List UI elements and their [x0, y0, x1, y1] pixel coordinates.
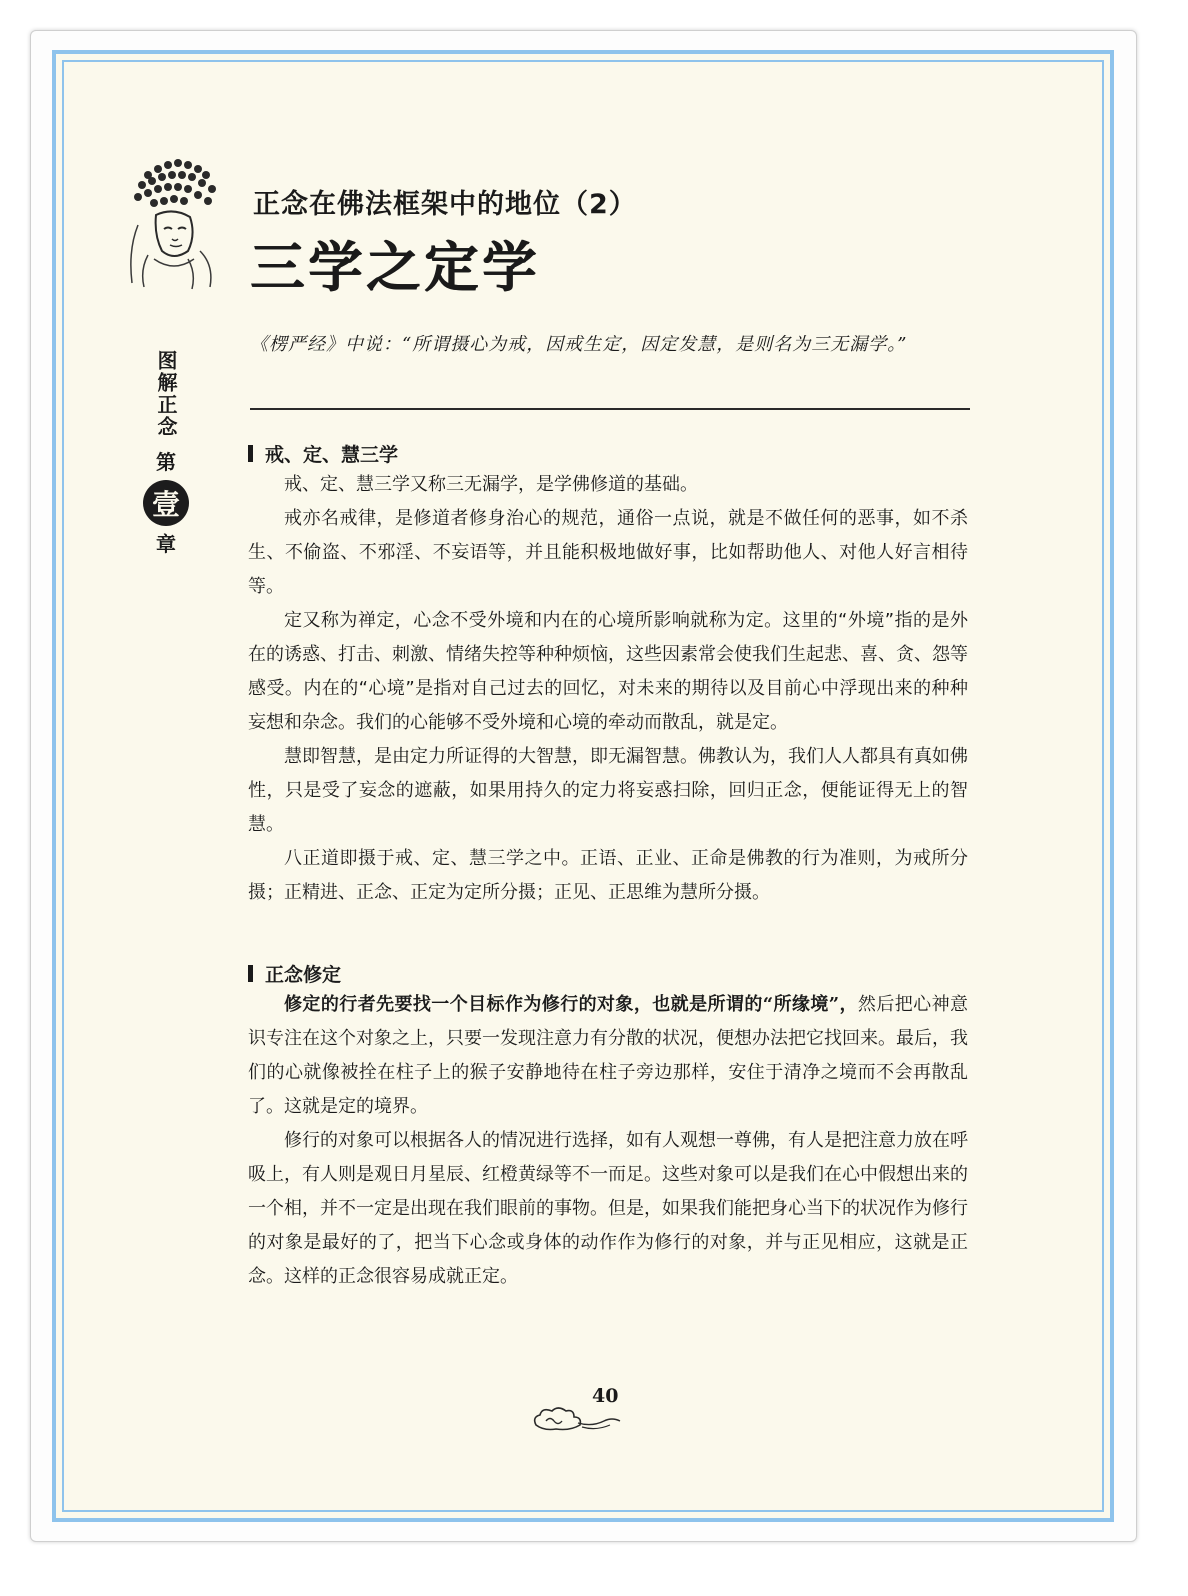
paragraph-bold-lead: 修定的行者先要找一个目标作为修行的对象，也就是所谓的“所缘境”， [284, 994, 858, 1015]
chapter-suffix: 章 [156, 532, 176, 556]
title-divider [250, 408, 970, 410]
page-number: 40 [592, 1385, 619, 1407]
section-mindfulness-concentration [248, 958, 968, 1294]
paragraph-lead-rest: 然后把心神意识专注在这个对象之上，只要一发现注意力有分散的状况，便想办法把它找回来。最后，我们的心就像被拴在柱子上的猴子安静地待在柱子旁边那样，安住于清净之境而不会再散乱了。这就是定的境界。 [248, 994, 968, 1117]
chapter-number-badge: 壹 [143, 480, 189, 526]
section-heading-text: 正念修定 [265, 963, 342, 986]
section-heading [248, 958, 968, 988]
chapter-prefix: 第 [156, 450, 176, 474]
book-title-vertical: 图解正念 [154, 350, 178, 438]
heading-bar-icon [248, 445, 253, 462]
paragraph: 戒、定、慧三学又称三无漏学，是学佛修道的基础。 [284, 474, 698, 495]
chapter-side-label [150, 350, 182, 554]
section-subtitle: 正念在佛法框架中的地位（2） [253, 189, 637, 220]
page-footer [530, 1385, 630, 1435]
section-three-studies [248, 438, 968, 910]
paragraph: 戒亦名戒律，是修道者修身治心的规范，通俗一点说，就是不做任何的恶事，如不杀生、不偷盗、不邪淫、不妄语等，并且能积极地做好事，比如帮助他人、对他人好言相待等。 [248, 508, 968, 597]
heading-bar-icon [248, 965, 253, 982]
cloud-ornament-icon [530, 1403, 625, 1435]
page-title: 三学之定学 [250, 235, 540, 299]
section-heading [248, 438, 968, 468]
paragraph: 慧即智慧，是由定力所证得的大智慧，即无漏智慧。佛教认为，我们人人都具有真如佛性，只是受了妄念的遮蔽，如果用持久的定力将妄惑扫除，回归正念，便能证得无上的智慧。 [248, 746, 968, 835]
scripture-quote: 《楞严经》中说：“所谓摄心为戒，因戒生定，因定发慧，是则名为三无漏学。” [250, 334, 908, 355]
paragraph [248, 988, 968, 1124]
paragraph: 八正道即摄于戒、定、慧三学之中。正语、正业、正命是佛教的行为准则，为戒所分摄；正精进、正念、正定为定所分摄；正见、正思维为慧所分摄。 [248, 848, 968, 903]
paragraph: 修行的对象可以根据各人的情况进行选择，如有人观想一尊佛，有人是把注意力放在呼吸上，有人则是观日月星辰、红橙黄绿等不一而足。这些对象可以是我们在心中假想出来的一个相，并不一定是出现在我们眼前的事物。但是，如果我们能把身心当下的状况作为修行的对象是最好的了，把当下心念或身体的动作作为修行的对象，并与正见相应，这就是正念。这样的正念很容易成就正定。 [248, 1130, 968, 1287]
section-heading-text: 戒、定、慧三学 [265, 443, 399, 466]
paragraph: 定又称为禅定，心念不受外境和内在的心境所影响就称为定。这里的“外境”指的是外在的诱惑、打击、刺激、情绪失控等种种烦恼，这些因素常会使我们生起悲、喜、贪、怨等感受。内在的“心境”是指对自己过去的回忆，对未来的期待以及目前心中浮现出来的种种妄想和杂念。我们的心能够不受外境和心境的牵动而散乱，就是定。 [248, 610, 968, 733]
buddha-figure-illustration [118, 155, 223, 290]
